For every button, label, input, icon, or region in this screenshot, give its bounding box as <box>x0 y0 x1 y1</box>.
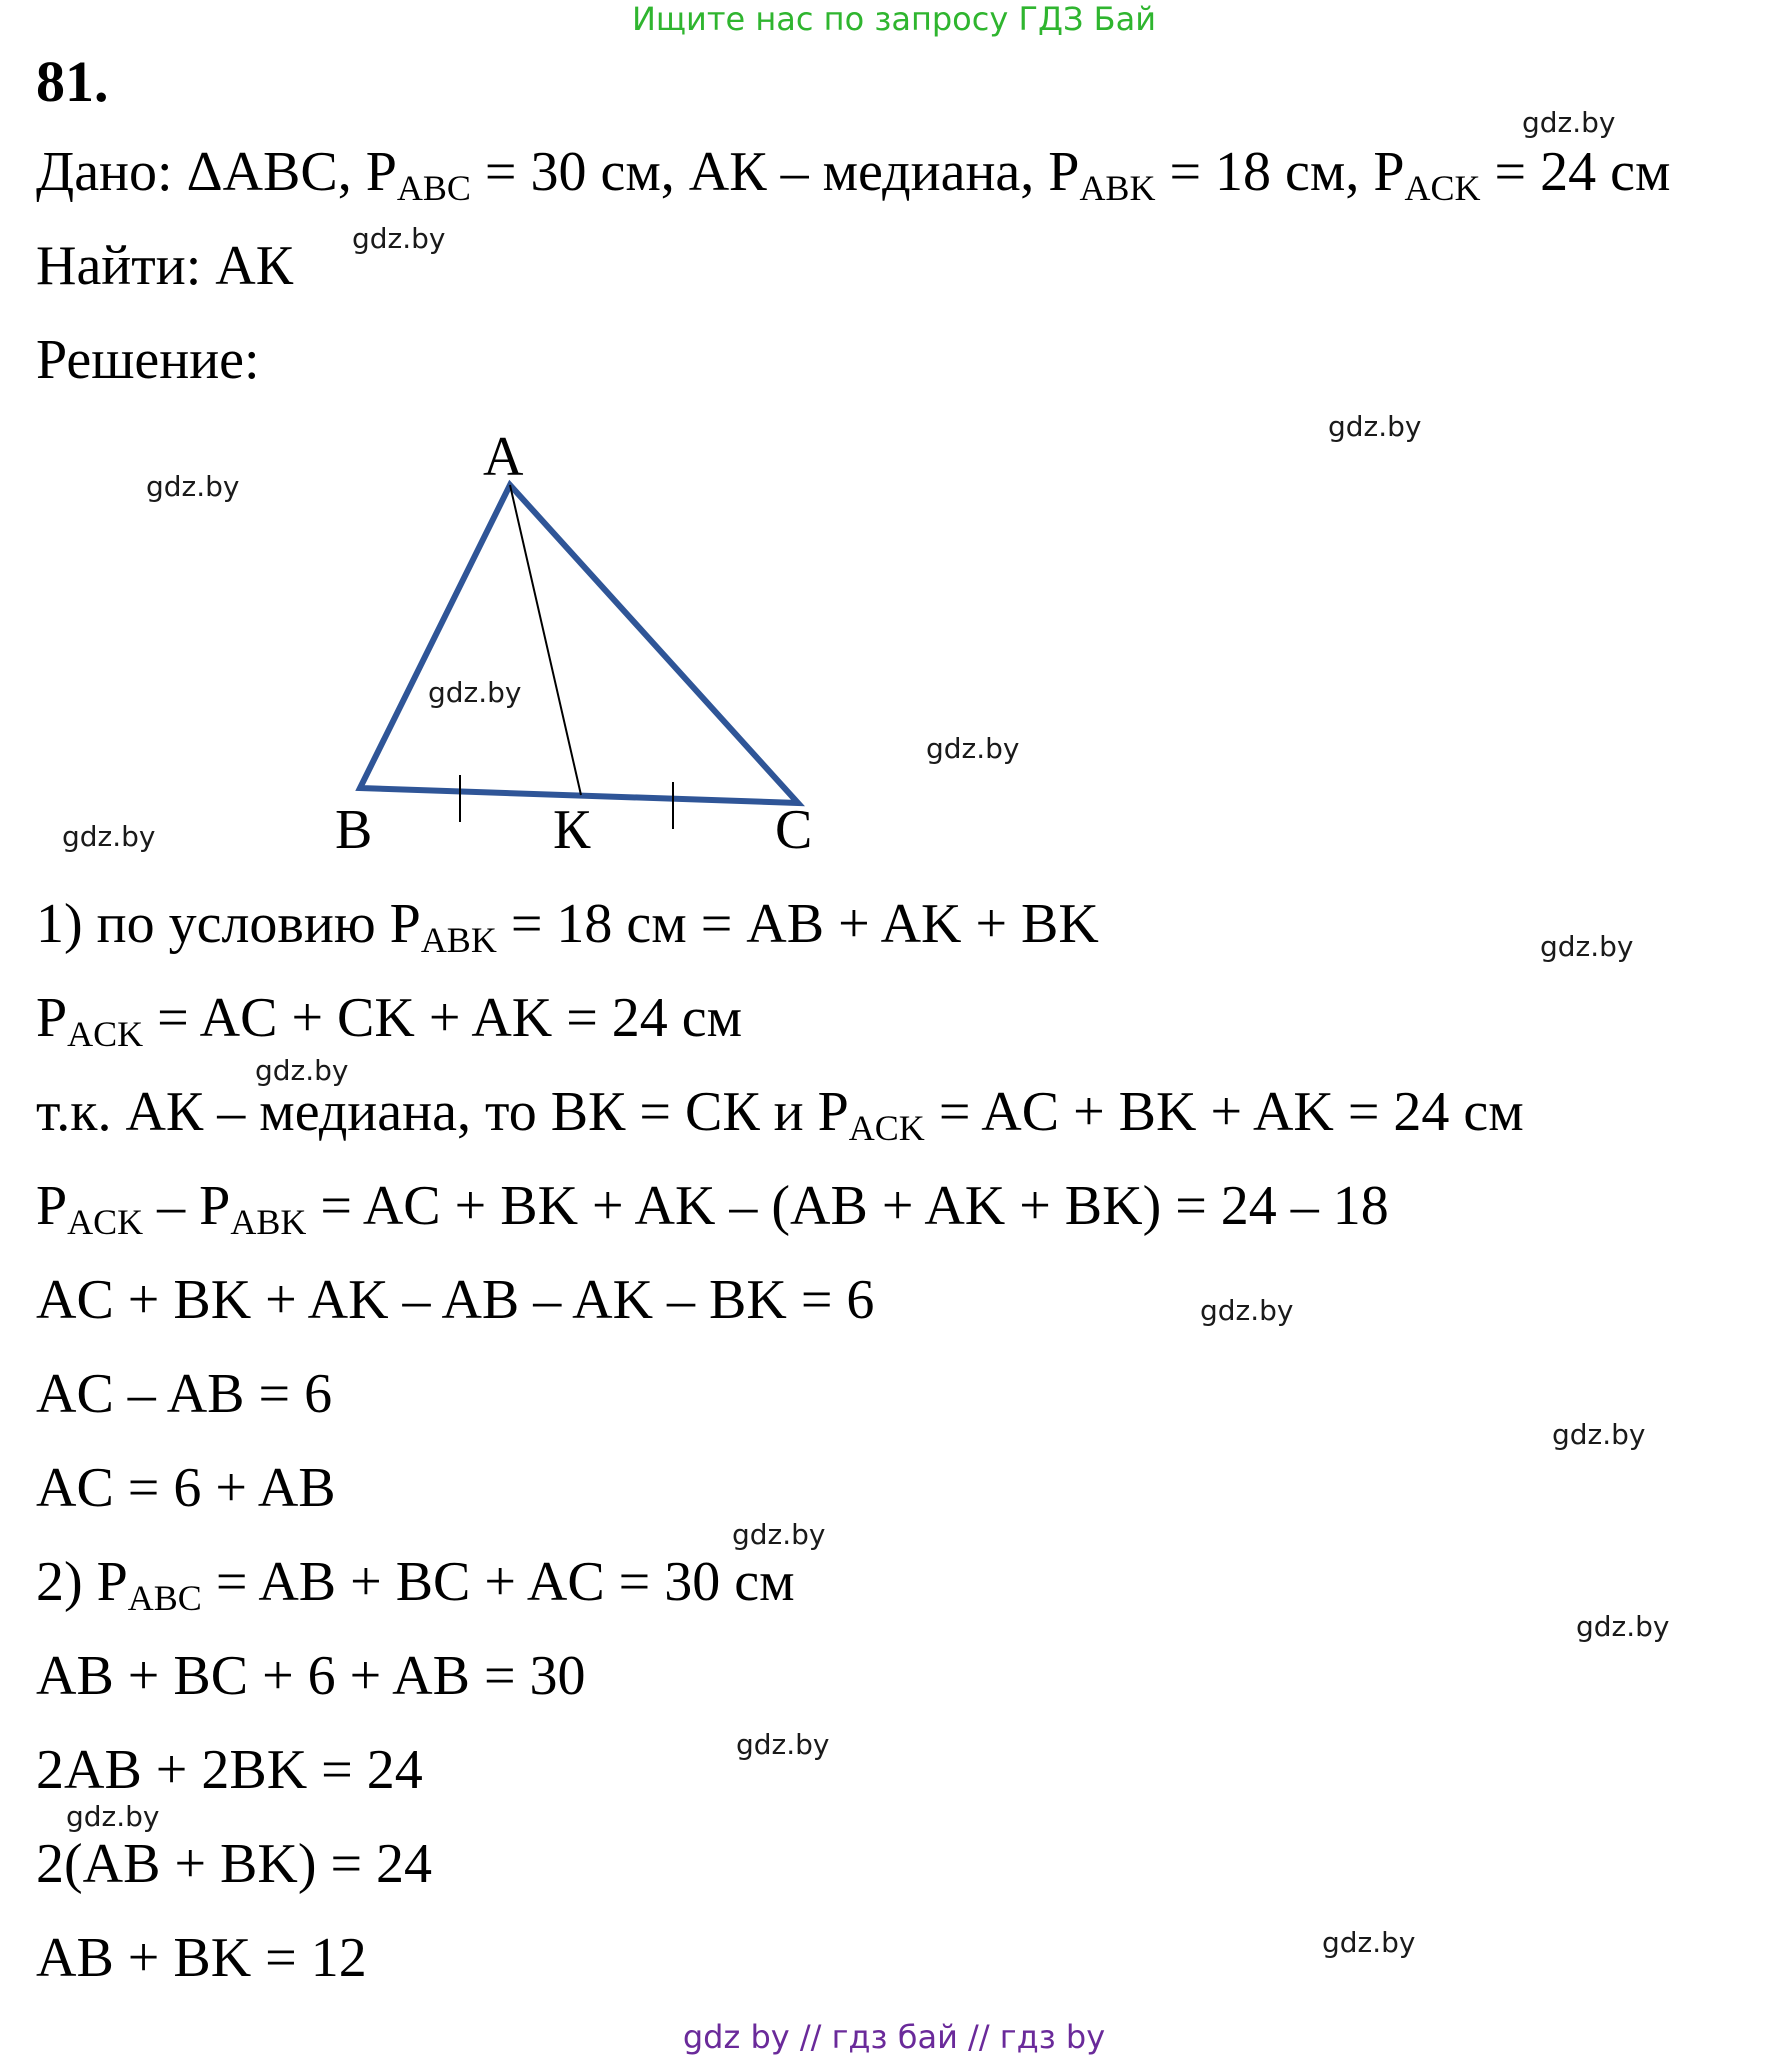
step-text: P <box>36 1175 68 1237</box>
watermark: gdz.by <box>732 1518 826 1551</box>
subscript: ABK <box>1079 168 1156 208</box>
triangle-figure <box>330 430 850 870</box>
step-6: AC – AB = 6 <box>36 1363 333 1425</box>
watermark: gdz.by <box>62 820 156 853</box>
watermark: gdz.by <box>255 1054 349 1087</box>
find-line: Найти: АК <box>36 235 294 297</box>
subscript: ABC <box>127 1578 202 1618</box>
watermark: gdz.by <box>1552 1418 1646 1451</box>
step-1 <box>36 892 1099 961</box>
footer-links[interactable]: gdz by // гдз бай // гдз by <box>682 2018 1106 2056</box>
median-ak <box>510 485 581 795</box>
subscript: ACK <box>67 1202 144 1242</box>
step-text: = AB + BC + AC = 30 см <box>201 1551 795 1613</box>
subscript: ACK <box>67 1014 144 1054</box>
step-8 <box>36 1550 795 1619</box>
watermark: gdz.by <box>352 222 446 255</box>
watermark: gdz.by <box>1328 410 1422 443</box>
step-5: AC + BK + AK – AB – AK – BK = 6 <box>36 1269 875 1331</box>
step-text: – P <box>143 1175 231 1237</box>
watermark: gdz.by <box>1322 1926 1416 1959</box>
step-3 <box>36 1080 1524 1149</box>
watermark: gdz.by <box>1200 1294 1294 1327</box>
watermark: gdz.by <box>428 676 522 709</box>
step-text: 1) по условию P <box>36 893 421 955</box>
vertex-label-k: К <box>553 799 591 861</box>
vertex-label-b: B <box>335 799 373 861</box>
given-text: Дано: ΔABC, P <box>36 141 397 203</box>
watermark: gdz.by <box>1576 1610 1670 1643</box>
step-text: = 18 см = AB + AK + BK <box>496 893 1099 955</box>
watermark: gdz.by <box>146 470 240 503</box>
step-11: 2(AB + BK) = 24 <box>36 1833 433 1895</box>
vertex-label-a: A <box>483 430 524 488</box>
solution-heading: Решение: <box>36 329 260 391</box>
given-text: = 18 см, P <box>1155 141 1405 203</box>
step-text: = AC + BK + AK – (AB + AK + BK) = 24 – 18 <box>306 1175 1389 1237</box>
given-text: = 30 см, АК – медиана, P <box>470 141 1080 203</box>
subscript: ABC <box>396 168 471 208</box>
problem-number: 81. <box>36 49 109 114</box>
watermark: gdz.by <box>1522 106 1616 139</box>
step-7: AC = 6 + AB <box>36 1457 336 1519</box>
search-banner[interactable]: Ищите нас по запросу ГДЗ Бай <box>631 0 1157 38</box>
given-line <box>36 140 1670 209</box>
subscript: ABK <box>230 1202 307 1242</box>
subscript: ACK <box>848 1108 925 1148</box>
step-12: AB + BK = 12 <box>36 1927 367 1989</box>
step-text: 2) P <box>36 1551 128 1613</box>
given-text: = 24 см <box>1480 141 1671 203</box>
step-text: т.к. АК – медиана, то ВК = СК и P <box>36 1081 849 1143</box>
step-text: = AC + BK + AK = 24 см <box>924 1081 1524 1143</box>
watermark: gdz.by <box>926 732 1020 765</box>
watermark: gdz.by <box>736 1728 830 1761</box>
vertex-label-c: C <box>775 799 813 861</box>
step-2 <box>36 986 742 1055</box>
subscript: ACK <box>1404 168 1481 208</box>
watermark: gdz.by <box>1540 930 1634 963</box>
step-4 <box>36 1174 1389 1243</box>
triangle-abc <box>360 485 798 803</box>
step-9: AB + BC + 6 + AB = 30 <box>36 1645 586 1707</box>
subscript: ABK <box>420 920 497 960</box>
watermark: gdz.by <box>66 1800 160 1833</box>
step-text: = AC + CK + AK = 24 см <box>143 987 743 1049</box>
step-text: P <box>36 987 68 1049</box>
step-10: 2AB + 2BK = 24 <box>36 1739 423 1801</box>
